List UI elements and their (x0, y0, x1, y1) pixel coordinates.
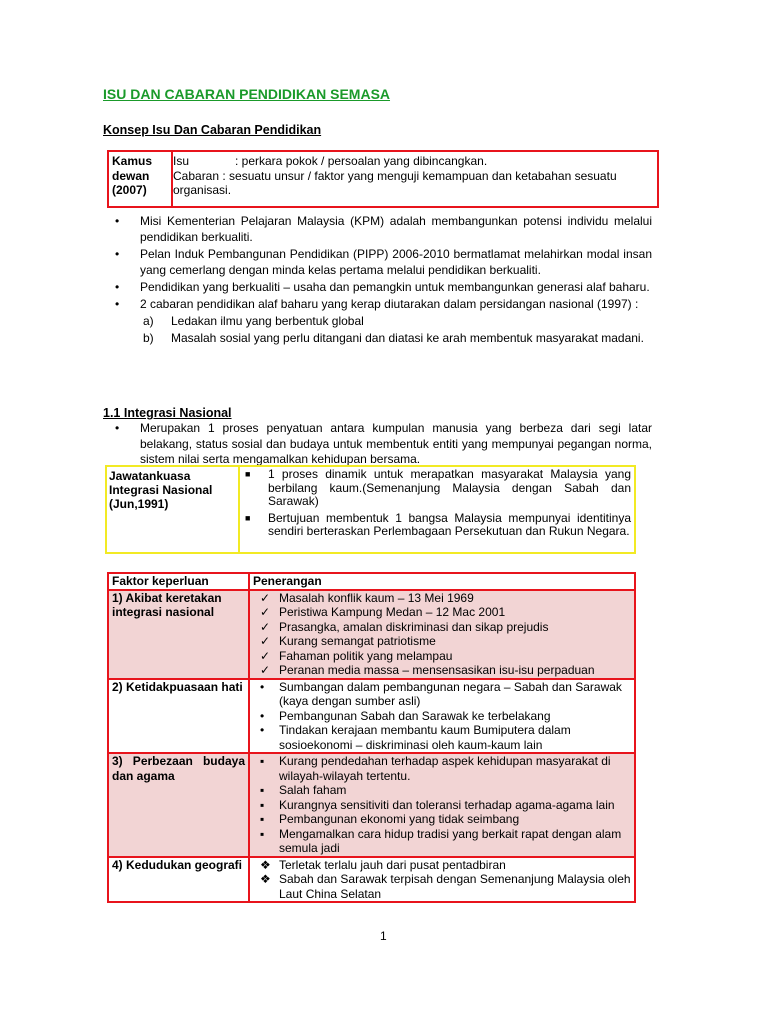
description-cell: • Sumbangan dalam pembangunan negara – Sabah dan Sarawak (kaya dengan sumber asli) • Pembangunan Sabah dan Sarawak ke terbelakang • Tindakan kerajaan membantu kaum Bumiputera dalam sosioekonomi – diskriminasi oleh kaum-kaum lain (249, 679, 635, 754)
definition-box (107, 150, 659, 208)
subtitle: Konsep Isu Dan Cabaran Pendidikan (103, 123, 322, 137)
list-item: • Pendidikan yang berkualiti – usaha dan pemangkin untuk membangunkan generasi alaf baharu. (115, 280, 650, 294)
table-row (108, 590, 635, 679)
check-icon: ✓ (260, 634, 271, 648)
list-item: ■ Bertujuan membentuk 1 bangsa Malaysia mempunyai identitinya sendiri berteraskan Perlembagaan Persekutuan dan Rukun Negara. (245, 510, 631, 538)
page-number: 1 (380, 929, 387, 943)
sub-item: a) Ledakan ilmu yang berbentuk global (143, 314, 364, 328)
check-icon: ✓ (260, 605, 271, 619)
factor-cell: 1) Akibat keretakan integrasi nasional (108, 590, 249, 679)
table-row (108, 679, 635, 754)
intro-bullets (115, 213, 652, 347)
list-item: ■ 1 proses dinamik untuk merapatkan masyarakat Malaysia yang berbilang kaum.(Semenanjung Malaysia dengan Sabah dan Sarawak) (245, 467, 631, 508)
check-icon: ✓ (260, 663, 271, 677)
description-cell: ✓ Masalah konflik kaum – 13 Mei 1969 ✓ Peristiwa Kampung Medan – 12 Mac 2001 ✓ Prasangka, amalan diskriminasi dan sikap prejudis ✓ Kurang semangat patriotisme ✓ Fahaman politik yang melampau ✓ Peranan media massa – mensensasikan isu-isu perpaduan (249, 590, 635, 679)
definition-text (173, 154, 653, 198)
header-factor: Faktor keperluan (108, 573, 249, 590)
description-cell: ▪ Kurang pendedahan terhadap aspek kehidupan masyarakat di wilayah-wilayah tertentu. ▪ Salah faham ▪ Kurangnya sensitiviti dan toleransi terhadap agama-agama lain ▪ Pembangunan ekonomi yang tidak seimbang ▪ Mengamalkan cara hidup tradisi yang berkait rapat dengan alam semula jadi (249, 753, 635, 857)
list-item: • Pelan Induk Pembangunan Pendidikan (PIPP) 2006-2010 bermatlamat melahirkan modal insan yang cemerlang dengan minda kelas pertama melalui pendidikan berkualiti. (115, 247, 652, 277)
list-item: • Misi Kementerian Pelajaran Malaysia (KPM) adalah membangunkan potensi individu melalui pendidikan berkualiti. (115, 214, 652, 244)
check-icon: ✓ (260, 590, 271, 605)
list-item: • 2 cabaran pendidikan alaf baharu yang kerap diutarakan dalam persidangan nasional (1997) : (115, 297, 639, 311)
factors-table (107, 572, 636, 903)
header-description: Penerangan (249, 573, 635, 590)
section-heading: 1.1 Integrasi Nasional (103, 406, 232, 420)
page-title: ISU DAN CABARAN PENDIDIKAN SEMASA (103, 86, 391, 102)
check-icon: ✓ (260, 648, 271, 663)
list-item: • Merupakan 1 proses penyatuan antara kumpulan manusia yang berbeza dari segi latar belakang, status sosial dan budaya untuk membentuk entiti yang mempunyai pegangan norma, sistem nilai serta mengamalkan kehidupan bersama. (115, 421, 652, 466)
table-row (108, 857, 635, 903)
committee-label: Jawatankuasa Integrasi Nasional (Jun,1991) (109, 469, 213, 511)
definition-label: Kamus dewan (2007) (112, 154, 153, 197)
isu-term: Isu (173, 154, 190, 168)
sub-item: b) Masalah sosial yang perlu ditangani dan diatasi ke arah membentuk masyarakat madani. (143, 331, 644, 345)
cabaran-definition: Cabaran : sesuatu unsur / faktor yang menguji kemampuan dan ketabahan sesuatu organisasi. (173, 168, 617, 197)
committee-box (105, 465, 636, 554)
table-header-row (108, 573, 635, 590)
factor-cell: 3) Perbezaan budaya dan agama (108, 753, 249, 857)
factor-cell: 2) Ketidakpuasaan hati (108, 679, 249, 754)
description-cell: ❖ Terletak terlalu jauh dari pusat pentadbiran ❖ Sabah dan Sarawak terpisah dengan Semenanjung Malaysia oleh Laut China Selatan (249, 857, 635, 903)
check-icon: ✓ (260, 619, 271, 634)
factor-cell: 4) Kedudukan geografi (108, 857, 249, 903)
table-row (108, 753, 635, 857)
isu-definition: : perkara pokok / persoalan yang dibincangkan. (235, 154, 488, 168)
section-bullets (115, 421, 652, 468)
